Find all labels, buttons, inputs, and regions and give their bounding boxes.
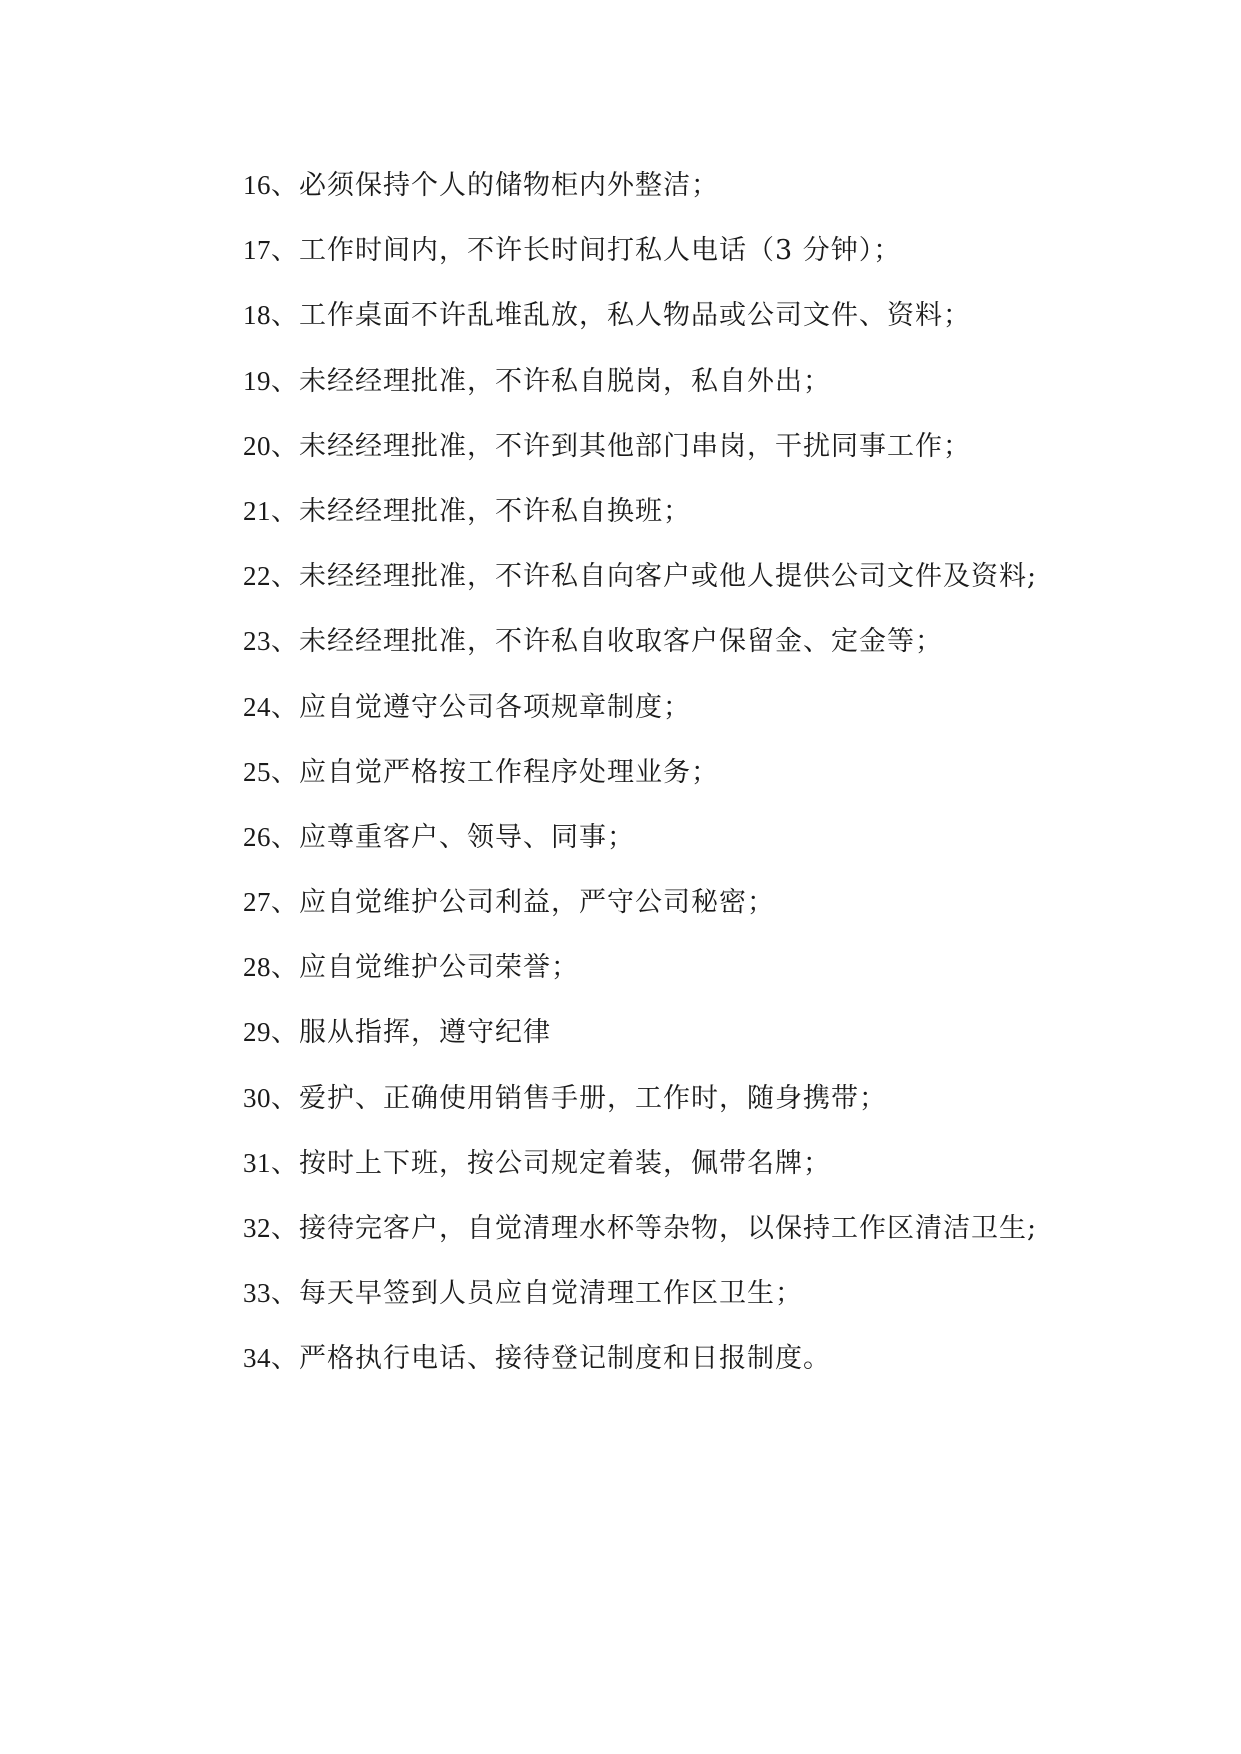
rule-separator: 、 [271, 756, 299, 788]
rule-text: 应尊重客户、领导、同事； [299, 821, 635, 853]
rule-separator: 、 [271, 300, 299, 332]
rule-number: 32 [243, 1213, 271, 1243]
rule-text: 应自觉严格按工作程序处理业务； [299, 756, 719, 788]
rule-number: 33 [243, 1278, 271, 1309]
rule-text: 工作时间内，不许长时间打私人电话（3 分钟）； [299, 235, 902, 267]
rule-text: 未经经理批准，不许私自脱岗，私自外出； [299, 365, 831, 397]
rule-number: 17 [243, 235, 271, 266]
rule-number: 26 [243, 821, 271, 852]
rule-number: 23 [243, 626, 271, 657]
rule-separator: 、 [271, 821, 299, 853]
rule-item [243, 805, 1173, 870]
rule-item [243, 479, 1173, 544]
rule-number: 24 [243, 691, 271, 722]
rule-text: 未经经理批准，不许私自换班； [299, 495, 691, 527]
rule-separator: 、 [271, 430, 299, 462]
rule-item [243, 870, 1173, 935]
rule-item [243, 675, 1173, 740]
rule-item [243, 414, 1173, 479]
rules-list [243, 153, 1173, 1392]
rule-text: 接待完客户，自觉清理水杯等杂物，以保持工作区清洁卫生; [299, 1213, 1038, 1244]
rule-number: 27 [243, 887, 271, 918]
rule-item [243, 544, 1173, 609]
rule-separator: 、 [271, 1017, 299, 1049]
rule-text: 未经经理批准，不许私自收取客户保留金、定金等； [299, 626, 943, 658]
rule-number: 16 [243, 170, 271, 200]
rule-number: 18 [243, 300, 271, 331]
rule-number: 31 [243, 1147, 271, 1178]
rule-separator: 、 [271, 495, 299, 527]
rule-item [243, 349, 1173, 414]
rule-item [243, 218, 1173, 283]
rule-text: 服从指挥，遵守纪律 [299, 1017, 551, 1049]
rule-separator: 、 [271, 1343, 299, 1375]
rule-item [243, 1000, 1173, 1065]
rule-number: 28 [243, 952, 271, 983]
rule-text: 必须保持个人的储物柜内外整洁； [299, 170, 719, 201]
rule-number: 25 [243, 756, 271, 787]
rule-item [243, 283, 1173, 348]
rule-separator: 、 [271, 1278, 299, 1310]
rule-item [243, 609, 1173, 674]
rule-item [243, 1196, 1173, 1261]
rule-separator: 、 [271, 170, 299, 201]
rule-text: 爱护、正确使用销售手册，工作时，随身携带； [299, 1082, 887, 1114]
rule-item [243, 740, 1173, 805]
rule-text: 按时上下班，按公司规定着装，佩带名牌； [299, 1147, 831, 1179]
rule-text: 未经经理批准，不许私自向客户或他人提供公司文件及资料; [299, 561, 1038, 593]
rule-separator: 、 [271, 626, 299, 658]
rule-number: 34 [243, 1343, 271, 1374]
rule-separator: 、 [271, 1213, 299, 1244]
rule-item [243, 1326, 1173, 1391]
rule-number: 29 [243, 1017, 271, 1048]
rule-text: 应自觉维护公司荣誉； [299, 952, 579, 984]
rule-item [243, 935, 1173, 1000]
rule-separator: 、 [271, 365, 299, 397]
rule-separator: 、 [271, 235, 299, 267]
rule-number: 19 [243, 365, 271, 396]
rule-separator: 、 [271, 1082, 299, 1114]
rule-separator: 、 [271, 561, 299, 593]
rule-text: 严格执行电话、接待登记制度和日报制度。 [299, 1343, 831, 1375]
rule-separator: 、 [271, 952, 299, 984]
rule-number: 21 [243, 495, 271, 526]
rule-separator: 、 [271, 691, 299, 723]
rule-text: 每天早签到人员应自觉清理工作区卫生； [299, 1278, 803, 1310]
rule-text: 未经经理批准，不许到其他部门串岗，干扰同事工作； [299, 430, 971, 462]
rule-number: 22 [243, 561, 271, 592]
rule-text: 应自觉遵守公司各项规章制度； [299, 691, 691, 723]
rule-text: 工作桌面不许乱堆乱放，私人物品或公司文件、资料； [299, 300, 971, 332]
rule-separator: 、 [271, 1147, 299, 1179]
rule-item [243, 1066, 1173, 1131]
rule-item [243, 1261, 1173, 1326]
rule-item [243, 1131, 1173, 1196]
rule-separator: 、 [271, 887, 299, 919]
rule-text: 应自觉维护公司利益，严守公司秘密； [299, 887, 775, 919]
rule-item [243, 153, 1173, 218]
rule-number: 30 [243, 1082, 271, 1113]
rule-number: 20 [243, 430, 271, 461]
